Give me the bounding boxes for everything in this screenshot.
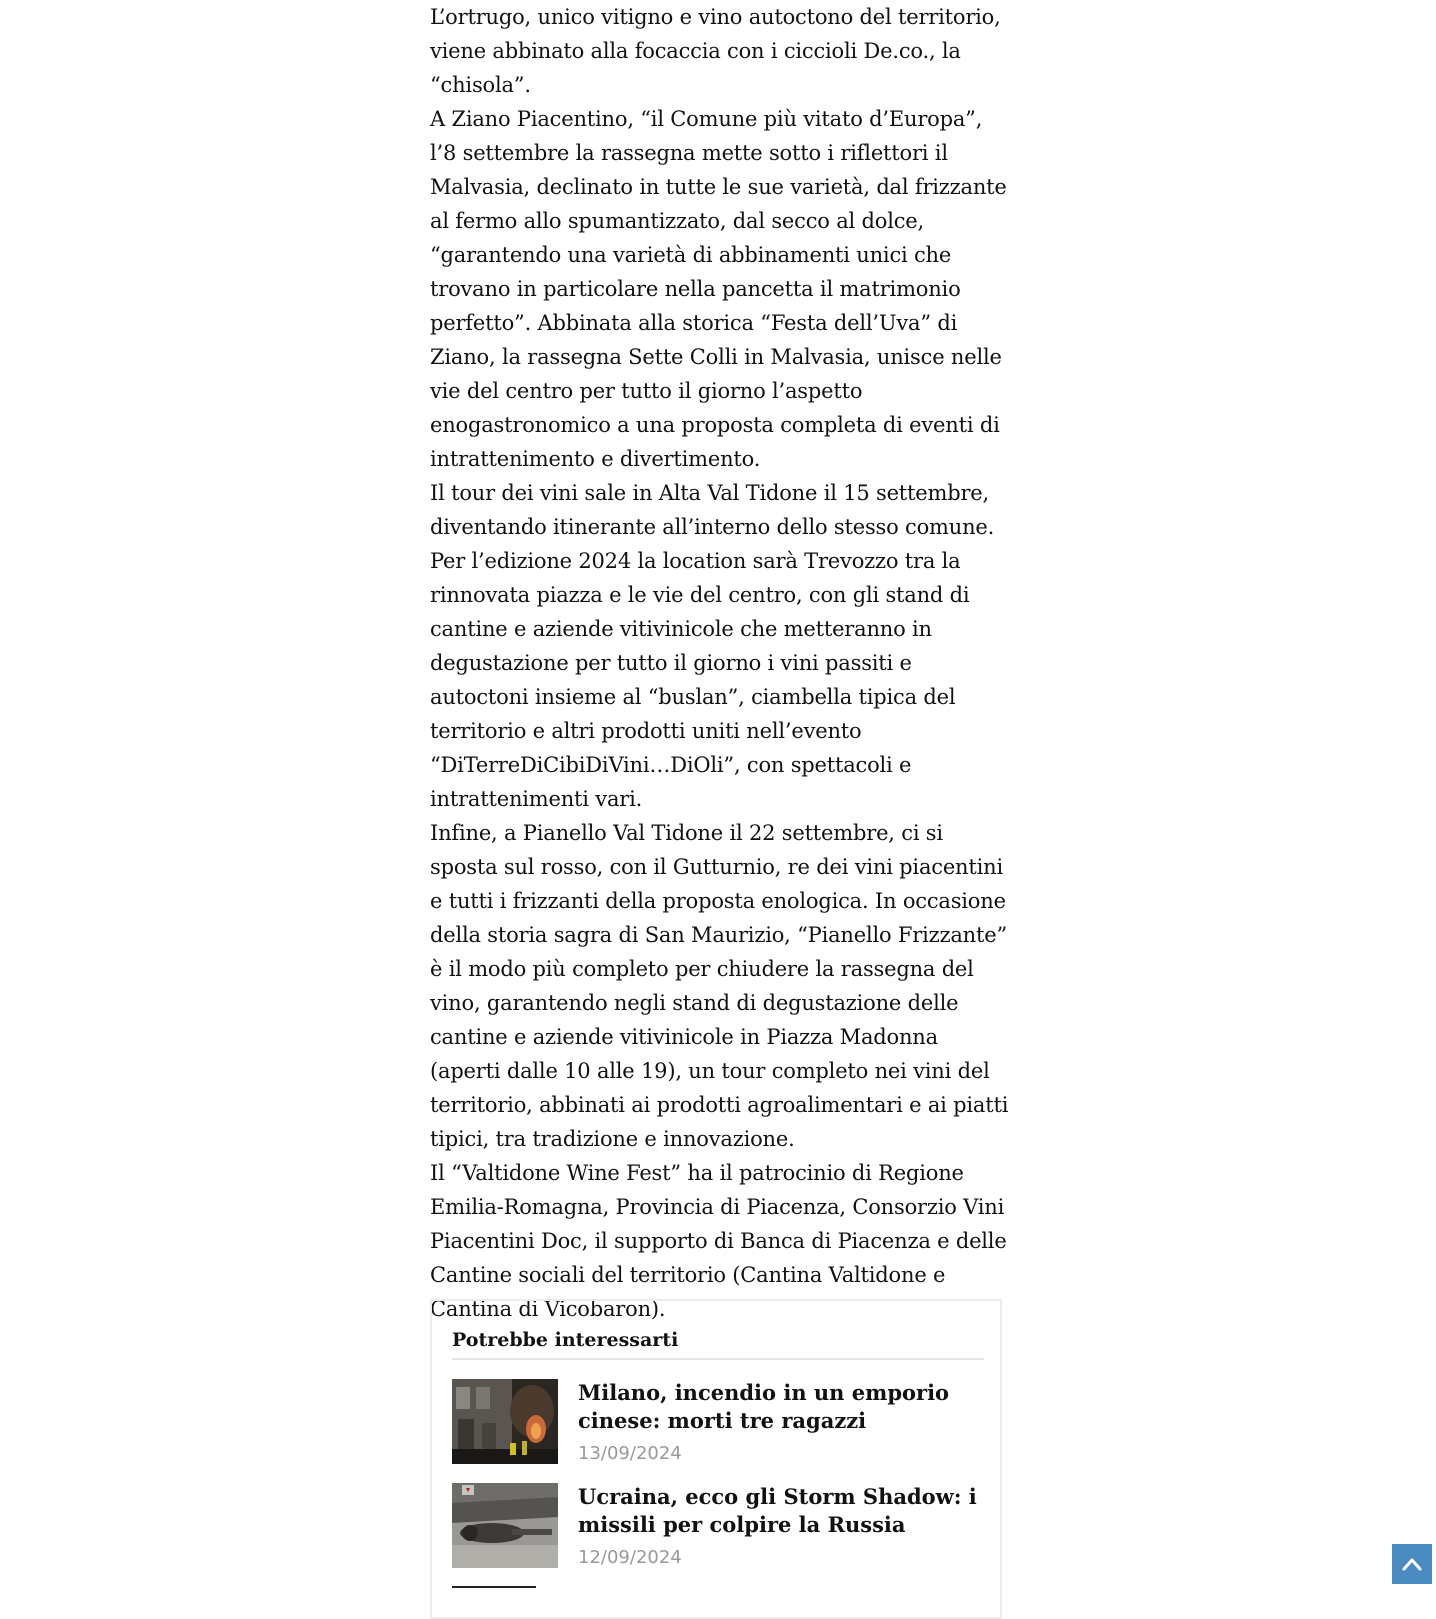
related-item[interactable]	[452, 1379, 984, 1465]
related-articles-box	[430, 1299, 1002, 1619]
article-paragraph: L’ortrugo, unico vitigno e vino autoctono del territorio, viene abbinato alla focaccia con i ciccioli De.co., la “chisola”.	[430, 5, 1001, 97]
article-paragraph: A Ziano Piacentino, “il Comune più vitato d’Europa”, l’8 settembre la rassegna mette sotto i riflettori il Malvasia, declinato in tutte le sue varietà, dal frizzante al fermo allo spumantizzato, dal secco al dolce, “garantendo una varietà di abbinamenti unici che trovano in particolare nella pancetta il matrimonio perfetto”. Abbinata alla storica “Festa dell’Uva” di Ziano, la rassegna Sette Colli in Malvasia, unisce nelle vie del centro per tutto il giorno l’aspetto enogastronomico a una proposta completa di eventi di intrattenimento e divertimento.	[430, 107, 1007, 471]
article-body	[430, 0, 1010, 1326]
article-paragraph: Infine, a Pianello Val Tidone il 22 settembre, ci si sposta sul rosso, con il Gutturnio, re dei vini piacentini e tutti i frizzanti della proposta enologica. In occasione della storia sagra di San Maurizio, “Pianello Frizzante” è il modo più completo per chiudere la rassegna del vino, garantendo negli stand di degustazione delle cantine e aziende vitivinicole in Piazza Madonna (aperti dalle 10 alle 19), un tour completo nei vini del territorio, abbinati ai prodotti agroalimentari e ai piatti tipici, tra tradizione e innovazione.	[430, 821, 1009, 1151]
related-title: Potrebbe interessarti	[452, 1329, 984, 1360]
fire-scene-photo	[452, 1379, 558, 1464]
related-thumbnail[interactable]	[452, 1379, 558, 1464]
article-paragraph: Il tour dei vini sale in Alta Val Tidone il 15 settembre, diventando itinerante all’interno dello stesso comune. Per l’edizione 2024 la location sarà Trevozzo tra la rinnovata piazza e le vie del centro, con gli stand di cantine e aziende vitivinicole che metteranno in degustazione per tutto il giorno i vini passiti e autoctoni insieme al “buslan”, ciambella tipica del territorio e altri prodotti uniti nell’evento “DiTerreDiCibiDiVini…DiOli”, con spettacoli e intrattenimenti vari.	[430, 481, 995, 811]
related-item[interactable]	[452, 1483, 984, 1569]
missile-photo	[452, 1483, 558, 1568]
related-headline[interactable]: Ucraina, ecco gli Storm Shadow: i missili per colpire la Russia	[578, 1484, 977, 1537]
related-headline[interactable]: Milano, incendio in un emporio cinese: morti tre ragazzi	[578, 1380, 950, 1433]
related-date: 13/09/2024	[578, 1443, 682, 1464]
article-paragraph: Il “Valtidone Wine Fest” ha il patrocinio di Regione Emilia-Romagna, Provincia di Piacenza, Consorzio Vini Piacentini Doc, il supporto di Banca di Piacenza e delle Cantine sociali del territorio (Cantina Valtidone e Cantina di Vicobaron).	[430, 1161, 1007, 1321]
chevron-up-icon	[1402, 1557, 1422, 1571]
scroll-to-top-button[interactable]	[1392, 1544, 1432, 1584]
related-thumbnail[interactable]	[452, 1483, 558, 1568]
related-date: 12/09/2024	[578, 1547, 682, 1568]
